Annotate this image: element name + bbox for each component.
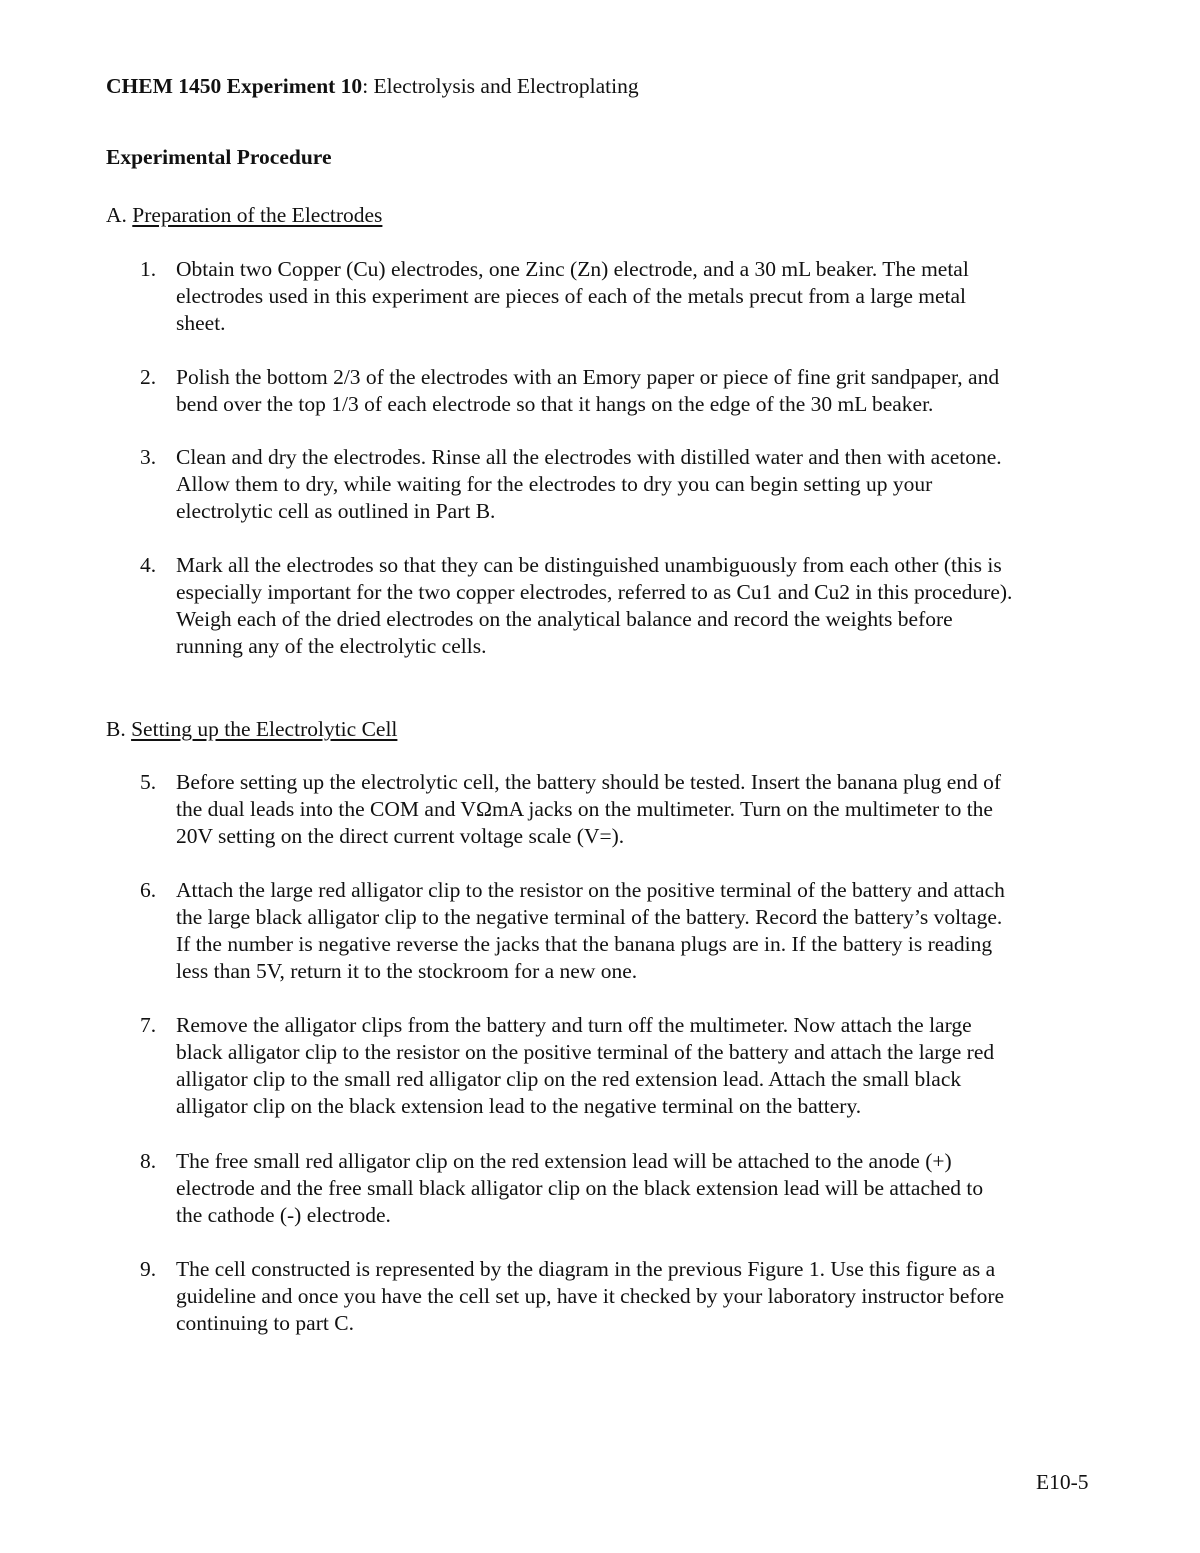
part-a-prefix: A. xyxy=(106,203,133,227)
procedure-step-9 xyxy=(106,1256,1106,1337)
step-line: Mark all the electrodes so that they can be distinguished unambiguously from each other (this is xyxy=(176,553,1002,577)
step-number: 8. xyxy=(140,1149,157,1173)
step-text xyxy=(176,364,1106,418)
step-line: sheet. xyxy=(176,311,226,335)
step-line: the large black alligator clip to the negative terminal of the battery. Record the battery’s voltage. xyxy=(176,905,1003,929)
part-b-title: Setting up the Electrolytic Cell xyxy=(131,717,398,741)
procedure-step-8 xyxy=(106,1148,1106,1229)
step-line: alligator clip to the small red alligator clip on the red extension lead. Attach the small black xyxy=(176,1067,962,1091)
step-number: 9. xyxy=(140,1257,157,1281)
step-line: Clean and dry the electrodes. Rinse all the electrodes with distilled water and then with acetone. xyxy=(176,445,1002,469)
step-line: alligator clip on the black extension lead to the negative terminal on the battery. xyxy=(176,1094,862,1118)
procedure-step-5 xyxy=(106,769,1106,850)
step-line: The free small red alligator clip on the red extension lead will be attached to the anode (+) xyxy=(176,1149,952,1173)
procedure-step-7 xyxy=(106,1012,1106,1120)
step-text xyxy=(176,877,1106,985)
step-line: The cell constructed is represented by the diagram in the previous Figure 1. Use this figure as a xyxy=(176,1257,996,1281)
experiment-title: : Electrolysis and Electroplating xyxy=(362,74,639,98)
step-text xyxy=(176,1256,1106,1337)
step-line: bend over the top 1/3 of each electrode so that it hangs on the edge of the 30 mL beaker. xyxy=(176,392,934,416)
procedure-step-2 xyxy=(106,364,1106,418)
procedure-step-1 xyxy=(106,256,1106,337)
step-number: 1. xyxy=(140,257,157,281)
step-line: electrodes used in this experiment are pieces of each of the metals precut from a large metal xyxy=(176,284,966,308)
document-title xyxy=(106,72,639,100)
part-a-title: Preparation of the Electrodes xyxy=(132,203,383,227)
step-line: Attach the large red alligator clip to the resistor on the positive terminal of the battery and attach xyxy=(176,878,1005,902)
step-number: 6. xyxy=(140,878,157,902)
step-line: Polish the bottom 2/3 of the electrodes with an Emory paper or piece of fine grit sandpaper, and xyxy=(176,365,1000,389)
step-line: the cathode (-) electrode. xyxy=(176,1203,391,1227)
step-number: 3. xyxy=(140,445,157,469)
step-line: especially important for the two copper electrodes, referred to as Cu1 and Cu2 in this procedure). xyxy=(176,580,1013,604)
part-a-heading xyxy=(106,201,382,229)
step-line: Before setting up the electrolytic cell, the battery should be tested. Insert the banana plug end of xyxy=(176,770,1002,794)
procedure-step-4 xyxy=(106,552,1106,660)
step-number: 7. xyxy=(140,1013,157,1037)
procedure-step-3 xyxy=(106,444,1106,525)
step-line: electrolytic cell as outlined in Part B. xyxy=(176,499,496,523)
section-heading: Experimental Procedure xyxy=(106,145,332,169)
step-line: 20V setting on the direct current voltage scale (V=). xyxy=(176,824,625,848)
step-text xyxy=(176,552,1106,660)
step-line: black alligator clip to the resistor on the positive terminal of the battery and attach the large red xyxy=(176,1040,995,1064)
step-line: guideline and once you have the cell set up, have it checked by your laboratory instructor before xyxy=(176,1284,1005,1308)
step-line: Allow them to dry, while waiting for the electrodes to dry you can begin setting up your xyxy=(176,472,933,496)
part-b-prefix: B. xyxy=(106,717,132,741)
step-line: electrode and the free small black alligator clip on the black extension lead will be attached to xyxy=(176,1176,984,1200)
page-number: E10-5 xyxy=(1036,1470,1089,1494)
step-line: continuing to part C. xyxy=(176,1311,354,1335)
step-line: less than 5V, return it to the stockroom for a new one. xyxy=(176,959,638,983)
course-experiment-label: CHEM 1450 Experiment 10 xyxy=(106,74,363,98)
step-text xyxy=(176,1012,1106,1120)
step-line: running any of the electrolytic cells. xyxy=(176,634,487,658)
step-text xyxy=(176,256,1106,337)
step-line: the dual leads into the COM and VΩmA jacks on the multimeter. Turn on the multimeter to the xyxy=(176,797,993,821)
step-number: 4. xyxy=(140,553,157,577)
step-line: Obtain two Copper (Cu) electrodes, one Zinc (Zn) electrode, and a 30 mL beaker. The metal xyxy=(176,257,969,281)
procedure-step-6 xyxy=(106,877,1106,985)
step-number: 2. xyxy=(140,365,157,389)
step-text xyxy=(176,769,1106,850)
step-text xyxy=(176,444,1106,525)
step-line: Remove the alligator clips from the battery and turn off the multimeter. Now attach the large xyxy=(176,1013,972,1037)
step-line: Weigh each of the dried electrodes on the analytical balance and record the weights before xyxy=(176,607,953,631)
part-b-heading xyxy=(106,715,397,743)
step-text xyxy=(176,1148,1106,1229)
step-number: 5. xyxy=(140,770,157,794)
step-line: If the number is negative reverse the jacks that the banana plugs are in. If the battery is reading xyxy=(176,932,993,956)
